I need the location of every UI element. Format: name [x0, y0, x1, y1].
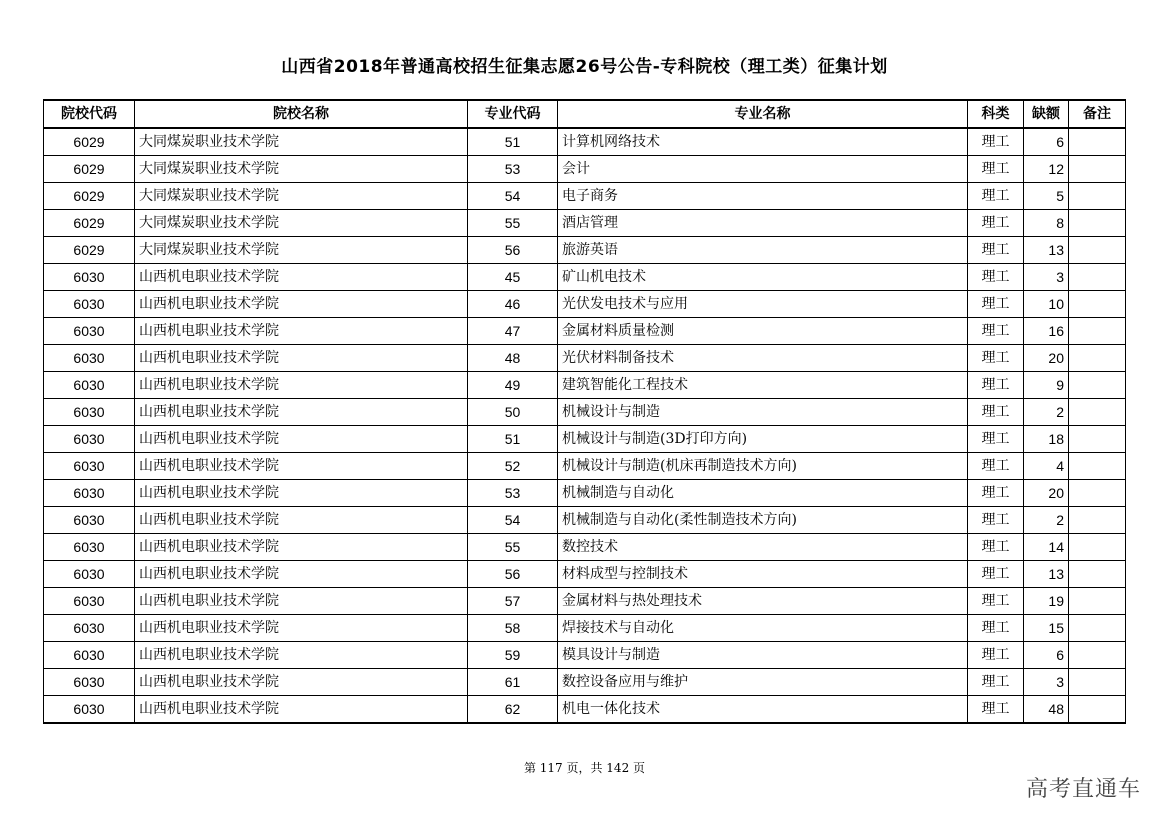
- cell-note: [1069, 183, 1126, 210]
- cell-school-name: 山西机电职业技术学院: [135, 669, 468, 696]
- cell-school-code: 6029: [44, 237, 135, 264]
- cell-major-code: 54: [468, 183, 558, 210]
- cell-note: [1069, 156, 1126, 183]
- cell-category: 理工: [968, 507, 1024, 534]
- cell-major-name: 数控设备应用与维护: [558, 669, 968, 696]
- cell-category: 理工: [968, 480, 1024, 507]
- cell-note: [1069, 561, 1126, 588]
- cell-school-code: 6030: [44, 264, 135, 291]
- cell-major-name: 会计: [558, 156, 968, 183]
- cell-school-name: 山西机电职业技术学院: [135, 696, 468, 724]
- cell-note: [1069, 534, 1126, 561]
- cell-quota: 6: [1024, 642, 1069, 669]
- cell-school-code: 6030: [44, 318, 135, 345]
- cell-school-code: 6029: [44, 128, 135, 156]
- table-row: [44, 291, 1126, 318]
- table-header-row: [44, 100, 1126, 128]
- cell-major-code: 53: [468, 480, 558, 507]
- cell-major-code: 55: [468, 534, 558, 561]
- cell-quota: 6: [1024, 128, 1069, 156]
- cell-category: 理工: [968, 345, 1024, 372]
- cell-school-name: 山西机电职业技术学院: [135, 399, 468, 426]
- cell-major-code: 55: [468, 210, 558, 237]
- table-row: [44, 426, 1126, 453]
- cell-major-code: 52: [468, 453, 558, 480]
- cell-school-name: 山西机电职业技术学院: [135, 507, 468, 534]
- cell-note: [1069, 480, 1126, 507]
- cell-major-name: 机械设计与制造(机床再制造技术方向): [558, 453, 968, 480]
- cell-major-name: 模具设计与制造: [558, 642, 968, 669]
- cell-quota: 16: [1024, 318, 1069, 345]
- cell-major-name: 机械制造与自动化: [558, 480, 968, 507]
- cell-category: 理工: [968, 561, 1024, 588]
- cell-major-code: 59: [468, 642, 558, 669]
- cell-note: [1069, 453, 1126, 480]
- cell-category: 理工: [968, 128, 1024, 156]
- cell-category: 理工: [968, 264, 1024, 291]
- cell-major-code: 47: [468, 318, 558, 345]
- cell-school-code: 6029: [44, 183, 135, 210]
- table-row: [44, 210, 1126, 237]
- cell-category: 理工: [968, 615, 1024, 642]
- cell-category: 理工: [968, 318, 1024, 345]
- cell-category: 理工: [968, 156, 1024, 183]
- cell-school-name: 山西机电职业技术学院: [135, 615, 468, 642]
- cell-note: [1069, 588, 1126, 615]
- cell-note: [1069, 237, 1126, 264]
- cell-major-code: 57: [468, 588, 558, 615]
- cell-quota: 15: [1024, 615, 1069, 642]
- cell-note: [1069, 642, 1126, 669]
- cell-major-code: 46: [468, 291, 558, 318]
- cell-major-code: 53: [468, 156, 558, 183]
- header-quota: 缺额: [1024, 100, 1069, 128]
- cell-quota: 2: [1024, 507, 1069, 534]
- table-row: [44, 669, 1126, 696]
- cell-category: 理工: [968, 669, 1024, 696]
- cell-category: 理工: [968, 210, 1024, 237]
- cell-major-code: 49: [468, 372, 558, 399]
- page-footer: 第 117 页，共 142 页: [523, 761, 646, 775]
- table-row: [44, 183, 1126, 210]
- cell-school-name: 山西机电职业技术学院: [135, 534, 468, 561]
- cell-school-code: 6030: [44, 426, 135, 453]
- cell-category: 理工: [968, 183, 1024, 210]
- enrollment-plan-table: [43, 99, 1126, 724]
- cell-major-name: 建筑智能化工程技术: [558, 372, 968, 399]
- table-row: [44, 696, 1126, 724]
- header-note: 备注: [1069, 100, 1126, 128]
- table-row: [44, 237, 1126, 264]
- cell-major-code: 50: [468, 399, 558, 426]
- cell-note: [1069, 399, 1126, 426]
- cell-major-name: 金属材料质量检测: [558, 318, 968, 345]
- cell-note: [1069, 210, 1126, 237]
- cell-note: [1069, 291, 1126, 318]
- cell-note: [1069, 615, 1126, 642]
- cell-quota: 8: [1024, 210, 1069, 237]
- cell-major-code: 51: [468, 128, 558, 156]
- cell-major-name: 电子商务: [558, 183, 968, 210]
- header-school-name: 院校名称: [135, 100, 468, 128]
- cell-quota: 20: [1024, 480, 1069, 507]
- cell-major-name: 机械设计与制造(3D打印方向): [558, 426, 968, 453]
- cell-school-name: 山西机电职业技术学院: [135, 561, 468, 588]
- cell-note: [1069, 128, 1126, 156]
- table-body: [44, 128, 1126, 723]
- table-row: [44, 318, 1126, 345]
- cell-major-name: 酒店管理: [558, 210, 968, 237]
- cell-school-name: 山西机电职业技术学院: [135, 345, 468, 372]
- cell-category: 理工: [968, 534, 1024, 561]
- cell-school-name: 山西机电职业技术学院: [135, 372, 468, 399]
- cell-major-name: 机械设计与制造: [558, 399, 968, 426]
- cell-school-code: 6030: [44, 291, 135, 318]
- cell-note: [1069, 696, 1126, 724]
- table-row: [44, 588, 1126, 615]
- cell-major-name: 光伏材料制备技术: [558, 345, 968, 372]
- cell-category: 理工: [968, 291, 1024, 318]
- table-row: [44, 264, 1126, 291]
- header-school-code: 院校代码: [44, 100, 135, 128]
- cell-major-name: 计算机网络技术: [558, 128, 968, 156]
- cell-major-name: 机电一体化技术: [558, 696, 968, 724]
- cell-school-name: 大同煤炭职业技术学院: [135, 210, 468, 237]
- cell-school-code: 6030: [44, 399, 135, 426]
- cell-school-code: 6030: [44, 507, 135, 534]
- cell-quota: 20: [1024, 345, 1069, 372]
- cell-major-name: 数控技术: [558, 534, 968, 561]
- cell-school-name: 山西机电职业技术学院: [135, 642, 468, 669]
- watermark-logo: 高考直通车: [1025, 777, 1141, 802]
- cell-school-code: 6030: [44, 642, 135, 669]
- cell-major-code: 51: [468, 426, 558, 453]
- cell-school-name: 大同煤炭职业技术学院: [135, 156, 468, 183]
- cell-school-code: 6029: [44, 210, 135, 237]
- cell-quota: 5: [1024, 183, 1069, 210]
- cell-category: 理工: [968, 399, 1024, 426]
- table-row: [44, 507, 1126, 534]
- cell-school-code: 6030: [44, 345, 135, 372]
- cell-school-name: 大同煤炭职业技术学院: [135, 128, 468, 156]
- cell-major-name: 旅游英语: [558, 237, 968, 264]
- cell-major-code: 58: [468, 615, 558, 642]
- cell-school-code: 6030: [44, 696, 135, 724]
- cell-school-name: 山西机电职业技术学院: [135, 453, 468, 480]
- cell-category: 理工: [968, 237, 1024, 264]
- table-row: [44, 399, 1126, 426]
- cell-school-name: 山西机电职业技术学院: [135, 588, 468, 615]
- cell-category: 理工: [968, 642, 1024, 669]
- cell-quota: 3: [1024, 264, 1069, 291]
- cell-major-code: 45: [468, 264, 558, 291]
- cell-major-code: 54: [468, 507, 558, 534]
- header-major-name: 专业名称: [558, 100, 968, 128]
- cell-major-name: 金属材料与热处理技术: [558, 588, 968, 615]
- table-row: [44, 453, 1126, 480]
- header-major-code: 专业代码: [468, 100, 558, 128]
- cell-school-name: 山西机电职业技术学院: [135, 480, 468, 507]
- cell-category: 理工: [968, 426, 1024, 453]
- cell-school-name: 山西机电职业技术学院: [135, 291, 468, 318]
- cell-school-code: 6030: [44, 615, 135, 642]
- table-row: [44, 615, 1126, 642]
- cell-quota: 18: [1024, 426, 1069, 453]
- cell-school-name: 山西机电职业技术学院: [135, 318, 468, 345]
- cell-major-name: 焊接技术与自动化: [558, 615, 968, 642]
- cell-note: [1069, 345, 1126, 372]
- cell-quota: 14: [1024, 534, 1069, 561]
- cell-school-name: 山西机电职业技术学院: [135, 264, 468, 291]
- cell-school-name: 大同煤炭职业技术学院: [135, 183, 468, 210]
- cell-major-code: 56: [468, 237, 558, 264]
- cell-note: [1069, 372, 1126, 399]
- cell-quota: 2: [1024, 399, 1069, 426]
- cell-category: 理工: [968, 696, 1024, 724]
- cell-school-name: 大同煤炭职业技术学院: [135, 237, 468, 264]
- cell-quota: 12: [1024, 156, 1069, 183]
- cell-school-code: 6030: [44, 480, 135, 507]
- table-row: [44, 534, 1126, 561]
- cell-major-name: 矿山机电技术: [558, 264, 968, 291]
- cell-quota: 10: [1024, 291, 1069, 318]
- cell-quota: 13: [1024, 561, 1069, 588]
- cell-school-code: 6030: [44, 561, 135, 588]
- cell-category: 理工: [968, 588, 1024, 615]
- cell-major-name: 材料成型与控制技术: [558, 561, 968, 588]
- cell-school-code: 6030: [44, 534, 135, 561]
- cell-school-code: 6030: [44, 588, 135, 615]
- cell-note: [1069, 669, 1126, 696]
- cell-school-code: 6030: [44, 372, 135, 399]
- cell-school-code: 6029: [44, 156, 135, 183]
- table-row: [44, 561, 1126, 588]
- cell-quota: 3: [1024, 669, 1069, 696]
- table-row: [44, 345, 1126, 372]
- table-row: [44, 156, 1126, 183]
- cell-quota: 13: [1024, 237, 1069, 264]
- table-row: [44, 372, 1126, 399]
- cell-note: [1069, 264, 1126, 291]
- cell-major-code: 62: [468, 696, 558, 724]
- table-row: [44, 128, 1126, 156]
- cell-category: 理工: [968, 372, 1024, 399]
- cell-quota: 9: [1024, 372, 1069, 399]
- cell-major-code: 56: [468, 561, 558, 588]
- page-title: 山西省2018年普通高校招生征集志愿26号公告-专科院校（理工类）征集计划: [281, 57, 888, 77]
- cell-school-name: 山西机电职业技术学院: [135, 426, 468, 453]
- cell-major-name: 机械制造与自动化(柔性制造技术方向): [558, 507, 968, 534]
- cell-quota: 19: [1024, 588, 1069, 615]
- cell-note: [1069, 507, 1126, 534]
- cell-quota: 4: [1024, 453, 1069, 480]
- cell-school-code: 6030: [44, 453, 135, 480]
- cell-major-code: 48: [468, 345, 558, 372]
- cell-quota: 48: [1024, 696, 1069, 724]
- header-category: 科类: [968, 100, 1024, 128]
- cell-note: [1069, 426, 1126, 453]
- cell-major-code: 61: [468, 669, 558, 696]
- cell-major-name: 光伏发电技术与应用: [558, 291, 968, 318]
- cell-note: [1069, 318, 1126, 345]
- table-row: [44, 480, 1126, 507]
- cell-category: 理工: [968, 453, 1024, 480]
- cell-school-code: 6030: [44, 669, 135, 696]
- table-row: [44, 642, 1126, 669]
